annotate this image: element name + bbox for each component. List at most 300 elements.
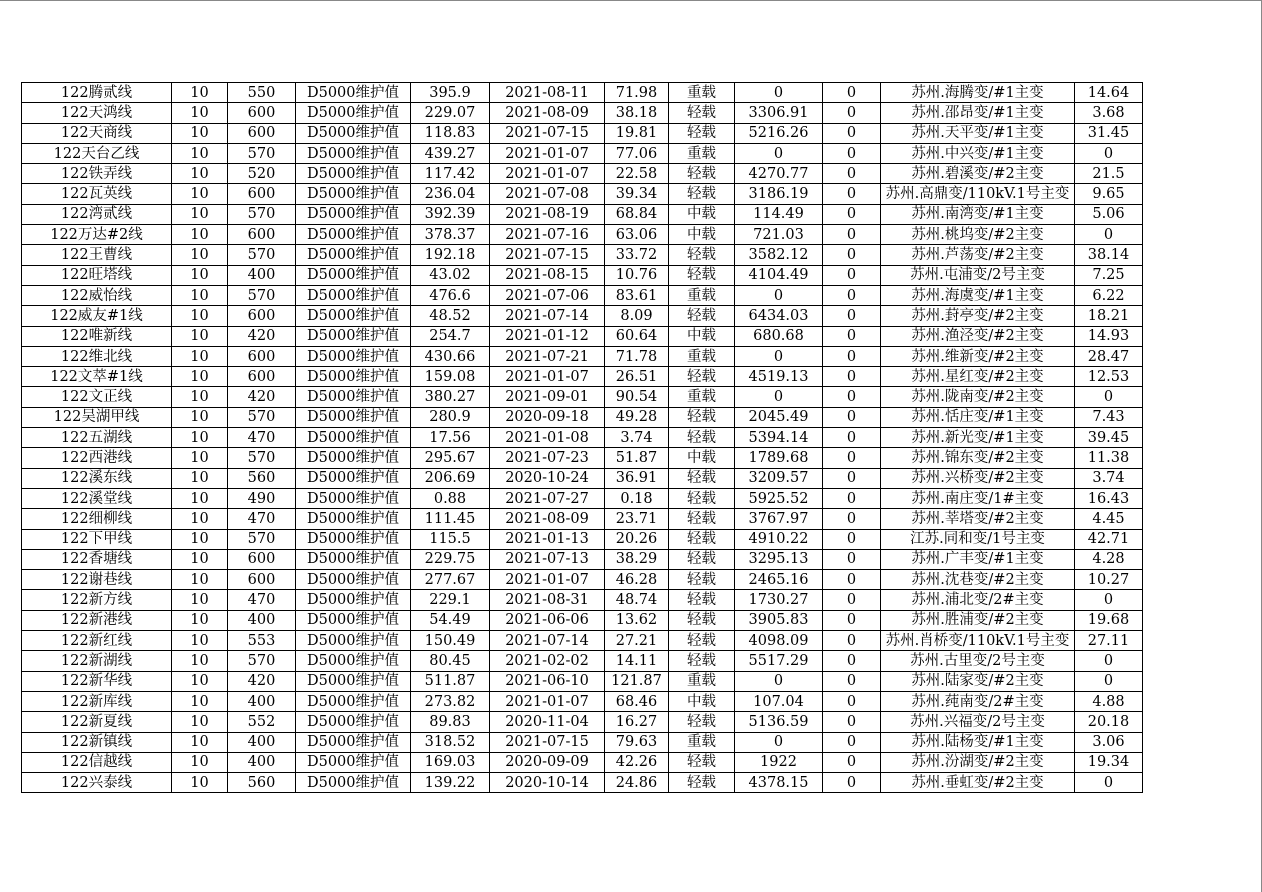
flag-cell: 0 [823,265,881,285]
voltage-cell: 10 [172,367,228,387]
source-cell: D5000维护值 [296,448,411,468]
load-rate-cell: 46.28 [605,570,669,590]
source-cell: D5000维护值 [296,407,411,427]
date-cell: 2021-07-27 [490,488,605,508]
margin-cell: 4378.15 [735,773,823,793]
source-cell: D5000维护值 [296,326,411,346]
voltage-cell: 10 [172,448,228,468]
voltage-cell: 10 [172,631,228,651]
line-name-cell: 122文正线 [22,387,172,407]
substation-cell: 苏州.碧溪变/#2主变 [881,164,1075,184]
date-cell: 2021-07-14 [490,306,605,326]
value-cell: 19.34 [1075,752,1143,772]
flag-cell: 0 [823,570,881,590]
source-cell: D5000维护值 [296,387,411,407]
value-cell: 28.47 [1075,346,1143,366]
flag-cell: 0 [823,549,881,569]
margin-cell: 5216.26 [735,123,823,143]
flag-cell: 0 [823,143,881,163]
table-row [22,285,1143,305]
substation-cell: 苏州.海虞变/#1主变 [881,285,1075,305]
load-status-cell: 轻载 [669,752,735,772]
margin-cell: 0 [735,83,823,103]
date-cell: 2021-01-12 [490,326,605,346]
line-name-cell: 122新华线 [22,671,172,691]
load-cell: 378.37 [411,225,490,245]
date-cell: 2021-01-07 [490,367,605,387]
load-status-cell: 中载 [669,326,735,346]
value-cell: 5.06 [1075,204,1143,224]
load-status-cell: 轻载 [669,509,735,529]
date-cell: 2021-08-09 [490,509,605,529]
flag-cell: 0 [823,225,881,245]
load-cell: 380.27 [411,387,490,407]
voltage-cell: 10 [172,204,228,224]
margin-cell: 4270.77 [735,164,823,184]
voltage-cell: 10 [172,529,228,549]
load-cell: 280.9 [411,407,490,427]
margin-cell: 5925.52 [735,488,823,508]
load-status-cell: 轻载 [669,428,735,448]
value-cell: 21.5 [1075,164,1143,184]
line-name-cell: 122王曹线 [22,245,172,265]
load-cell: 254.7 [411,326,490,346]
source-cell: D5000维护值 [296,468,411,488]
line-name-cell: 122溪东线 [22,468,172,488]
source-cell: D5000维护值 [296,651,411,671]
load-status-cell: 轻载 [669,610,735,630]
flag-cell: 0 [823,123,881,143]
substation-cell: 苏州.南庄变/1#主变 [881,488,1075,508]
value-cell: 4.28 [1075,549,1143,569]
line-name-cell: 122五湖线 [22,428,172,448]
value-cell: 0 [1075,671,1143,691]
margin-cell: 4910.22 [735,529,823,549]
line-name-cell: 122信越线 [22,752,172,772]
flag-cell: 0 [823,529,881,549]
line-name-cell: 122威怡线 [22,285,172,305]
margin-cell: 5136.59 [735,712,823,732]
voltage-cell: 10 [172,245,228,265]
line-name-cell: 122新红线 [22,631,172,651]
date-cell: 2021-07-23 [490,448,605,468]
rated-capacity-cell: 470 [228,590,296,610]
voltage-cell: 10 [172,712,228,732]
table-row [22,773,1143,793]
voltage-cell: 10 [172,265,228,285]
line-name-cell: 122瓦英线 [22,184,172,204]
flag-cell: 0 [823,752,881,772]
value-cell: 14.93 [1075,326,1143,346]
table-row [22,346,1143,366]
source-cell: D5000维护值 [296,590,411,610]
substation-cell: 苏州.渔泾变/#2主变 [881,326,1075,346]
source-cell: D5000维护值 [296,285,411,305]
load-cell: 159.08 [411,367,490,387]
value-cell: 6.22 [1075,285,1143,305]
rated-capacity-cell: 570 [228,529,296,549]
load-status-cell: 轻载 [669,123,735,143]
value-cell: 0 [1075,651,1143,671]
voltage-cell: 10 [172,225,228,245]
load-rate-cell: 19.81 [605,123,669,143]
value-cell: 12.53 [1075,367,1143,387]
margin-cell: 680.68 [735,326,823,346]
line-name-cell: 122威友#1线 [22,306,172,326]
date-cell: 2021-06-10 [490,671,605,691]
voltage-cell: 10 [172,346,228,366]
rated-capacity-cell: 420 [228,387,296,407]
voltage-cell: 10 [172,752,228,772]
load-status-cell: 重载 [669,671,735,691]
table-row [22,712,1143,732]
substation-cell: 苏州.陇南变/#2主变 [881,387,1075,407]
line-name-cell: 122文萃#1线 [22,367,172,387]
load-cell: 118.83 [411,123,490,143]
line-name-cell: 122新湖线 [22,651,172,671]
flag-cell: 0 [823,509,881,529]
line-name-cell: 122香塘线 [22,549,172,569]
table-row [22,468,1143,488]
load-rate-cell: 33.72 [605,245,669,265]
load-rate-cell: 10.76 [605,265,669,285]
line-name-cell: 122吴湖甲线 [22,407,172,427]
margin-cell: 114.49 [735,204,823,224]
rated-capacity-cell: 570 [228,285,296,305]
load-cell: 0.88 [411,488,490,508]
load-rate-cell: 121.87 [605,671,669,691]
substation-cell: 苏州.天平变/#1主变 [881,123,1075,143]
source-cell: D5000维护值 [296,346,411,366]
load-cell: 439.27 [411,143,490,163]
rated-capacity-cell: 600 [228,306,296,326]
source-cell: D5000维护值 [296,732,411,752]
voltage-cell: 10 [172,488,228,508]
substation-cell: 苏州.肖桥变/110kV.1号主变 [881,631,1075,651]
table-row [22,651,1143,671]
flag-cell: 0 [823,103,881,123]
margin-cell: 3186.19 [735,184,823,204]
date-cell: 2021-06-06 [490,610,605,630]
value-cell: 0 [1075,143,1143,163]
source-cell: D5000维护值 [296,752,411,772]
date-cell: 2021-01-07 [490,570,605,590]
table-body [22,83,1143,793]
source-cell: D5000维护值 [296,691,411,711]
table-row [22,488,1143,508]
rated-capacity-cell: 600 [228,184,296,204]
table-row [22,570,1143,590]
load-cell: 273.82 [411,691,490,711]
load-rate-cell: 36.91 [605,468,669,488]
substation-cell: 苏州.桃坞变/#2主变 [881,225,1075,245]
load-rate-cell: 49.28 [605,407,669,427]
flag-cell: 0 [823,590,881,610]
load-rate-cell: 20.26 [605,529,669,549]
source-cell: D5000维护值 [296,265,411,285]
load-rate-cell: 79.63 [605,732,669,752]
load-rate-cell: 38.18 [605,103,669,123]
load-status-cell: 重载 [669,732,735,752]
flag-cell: 0 [823,651,881,671]
rated-capacity-cell: 570 [228,204,296,224]
rated-capacity-cell: 600 [228,103,296,123]
value-cell: 0 [1075,387,1143,407]
load-rate-cell: 26.51 [605,367,669,387]
load-cell: 229.1 [411,590,490,610]
table-row [22,306,1143,326]
load-cell: 169.03 [411,752,490,772]
flag-cell: 0 [823,204,881,224]
date-cell: 2020-10-24 [490,468,605,488]
rated-capacity-cell: 600 [228,346,296,366]
voltage-cell: 10 [172,407,228,427]
source-cell: D5000维护值 [296,631,411,651]
source-cell: D5000维护值 [296,245,411,265]
substation-cell: 苏州.汾湖变/#2主变 [881,752,1075,772]
rated-capacity-cell: 600 [228,225,296,245]
date-cell: 2021-07-15 [490,245,605,265]
flag-cell: 0 [823,468,881,488]
load-status-cell: 轻载 [669,773,735,793]
load-cell: 295.67 [411,448,490,468]
substation-cell: 苏州.沈巷变/#2主变 [881,570,1075,590]
substation-cell: 苏州.邵昂变/#1主变 [881,103,1075,123]
voltage-cell: 10 [172,184,228,204]
load-status-cell: 轻载 [669,367,735,387]
date-cell: 2021-01-07 [490,164,605,184]
load-cell: 476.6 [411,285,490,305]
substation-cell: 苏州.兴福变/2号主变 [881,712,1075,732]
rated-capacity-cell: 600 [228,367,296,387]
table-row [22,549,1143,569]
load-rate-cell: 38.29 [605,549,669,569]
load-rate-cell: 14.11 [605,651,669,671]
source-cell: D5000维护值 [296,428,411,448]
rated-capacity-cell: 420 [228,326,296,346]
source-cell: D5000维护值 [296,143,411,163]
value-cell: 20.18 [1075,712,1143,732]
rated-capacity-cell: 470 [228,428,296,448]
substation-cell: 苏州.陆家变/#2主变 [881,671,1075,691]
substation-cell: 苏州.海腾变/#1主变 [881,83,1075,103]
load-cell: 80.45 [411,651,490,671]
rated-capacity-cell: 400 [228,610,296,630]
table-row [22,671,1143,691]
value-cell: 11.38 [1075,448,1143,468]
value-cell: 19.68 [1075,610,1143,630]
load-cell: 236.04 [411,184,490,204]
rated-capacity-cell: 400 [228,691,296,711]
source-cell: D5000维护值 [296,103,411,123]
rated-capacity-cell: 400 [228,752,296,772]
flag-cell: 0 [823,306,881,326]
margin-cell: 107.04 [735,691,823,711]
load-cell: 139.22 [411,773,490,793]
margin-cell: 3767.97 [735,509,823,529]
date-cell: 2021-08-31 [490,590,605,610]
margin-cell: 721.03 [735,225,823,245]
rated-capacity-cell: 570 [228,143,296,163]
table-row [22,143,1143,163]
load-status-cell: 重载 [669,346,735,366]
voltage-cell: 10 [172,326,228,346]
line-name-cell: 122维北线 [22,346,172,366]
source-cell: D5000维护值 [296,671,411,691]
load-status-cell: 中载 [669,225,735,245]
substation-cell: 苏州.维新变/#2主变 [881,346,1075,366]
flag-cell: 0 [823,691,881,711]
flag-cell: 0 [823,712,881,732]
date-cell: 2021-07-14 [490,631,605,651]
value-cell: 4.45 [1075,509,1143,529]
line-name-cell: 122天鸿线 [22,103,172,123]
load-rate-cell: 39.34 [605,184,669,204]
load-cell: 192.18 [411,245,490,265]
margin-cell: 4098.09 [735,631,823,651]
load-rate-cell: 68.84 [605,204,669,224]
load-cell: 111.45 [411,509,490,529]
load-rate-cell: 16.27 [605,712,669,732]
voltage-cell: 10 [172,773,228,793]
rated-capacity-cell: 552 [228,712,296,732]
margin-cell: 4519.13 [735,367,823,387]
date-cell: 2021-01-07 [490,143,605,163]
line-name-cell: 122唯新线 [22,326,172,346]
load-rate-cell: 3.74 [605,428,669,448]
load-rate-cell: 27.21 [605,631,669,651]
date-cell: 2020-09-09 [490,752,605,772]
flag-cell: 0 [823,428,881,448]
value-cell: 31.45 [1075,123,1143,143]
value-cell: 16.43 [1075,488,1143,508]
load-cell: 17.56 [411,428,490,448]
load-status-cell: 轻载 [669,468,735,488]
load-status-cell: 轻载 [669,651,735,671]
value-cell: 3.74 [1075,468,1143,488]
source-cell: D5000维护值 [296,184,411,204]
source-cell: D5000维护值 [296,610,411,630]
substation-cell: 苏州.陆杨变/#1主变 [881,732,1075,752]
load-cell: 392.39 [411,204,490,224]
date-cell: 2021-01-08 [490,428,605,448]
value-cell: 0 [1075,773,1143,793]
table-row [22,448,1143,468]
load-rate-cell: 71.98 [605,83,669,103]
rated-capacity-cell: 520 [228,164,296,184]
flag-cell: 0 [823,631,881,651]
load-status-cell: 轻载 [669,712,735,732]
value-cell: 42.71 [1075,529,1143,549]
load-rate-cell: 8.09 [605,306,669,326]
substation-cell: 苏州.广丰变/#1主变 [881,549,1075,569]
source-cell: D5000维护值 [296,712,411,732]
value-cell: 0 [1075,225,1143,245]
date-cell: 2021-07-21 [490,346,605,366]
load-status-cell: 轻载 [669,306,735,326]
load-cell: 89.83 [411,712,490,732]
line-name-cell: 122天台乙线 [22,143,172,163]
flag-cell: 0 [823,83,881,103]
load-status-cell: 重载 [669,143,735,163]
line-name-cell: 122新镇线 [22,732,172,752]
voltage-cell: 10 [172,428,228,448]
voltage-cell: 10 [172,732,228,752]
table-row [22,326,1143,346]
load-cell: 430.66 [411,346,490,366]
load-status-cell: 轻载 [669,590,735,610]
load-rate-cell: 83.61 [605,285,669,305]
voltage-cell: 10 [172,285,228,305]
value-cell: 0 [1075,590,1143,610]
source-cell: D5000维护值 [296,570,411,590]
margin-cell: 3905.83 [735,610,823,630]
margin-cell: 0 [735,143,823,163]
date-cell: 2021-02-02 [490,651,605,671]
margin-cell: 5394.14 [735,428,823,448]
load-status-cell: 重载 [669,285,735,305]
load-cell: 395.9 [411,83,490,103]
date-cell: 2021-08-19 [490,204,605,224]
source-cell: D5000维护值 [296,123,411,143]
line-name-cell: 122下甲线 [22,529,172,549]
margin-cell: 5517.29 [735,651,823,671]
substation-cell: 苏州.新光变/#1主变 [881,428,1075,448]
voltage-cell: 10 [172,468,228,488]
line-name-cell: 122新库线 [22,691,172,711]
substation-cell: 苏州.南湾变/#1主变 [881,204,1075,224]
load-rate-cell: 13.62 [605,610,669,630]
load-cell: 117.42 [411,164,490,184]
table-row [22,164,1143,184]
load-rate-cell: 24.86 [605,773,669,793]
date-cell: 2021-07-16 [490,225,605,245]
load-cell: 43.02 [411,265,490,285]
voltage-cell: 10 [172,387,228,407]
source-cell: D5000维护值 [296,367,411,387]
table-row [22,367,1143,387]
table-row [22,83,1143,103]
load-status-cell: 轻载 [669,631,735,651]
date-cell: 2020-09-18 [490,407,605,427]
load-status-cell: 重载 [669,387,735,407]
line-name-cell: 122腾贰线 [22,83,172,103]
load-status-cell: 轻载 [669,265,735,285]
flag-cell: 0 [823,164,881,184]
rated-capacity-cell: 600 [228,123,296,143]
rated-capacity-cell: 600 [228,570,296,590]
value-cell: 3.06 [1075,732,1143,752]
voltage-cell: 10 [172,509,228,529]
margin-cell: 2045.49 [735,407,823,427]
voltage-cell: 10 [172,549,228,569]
load-status-cell: 轻载 [669,529,735,549]
line-name-cell: 122西港线 [22,448,172,468]
load-status-cell: 重载 [669,83,735,103]
table-row [22,123,1143,143]
load-cell: 511.87 [411,671,490,691]
load-status-cell: 轻载 [669,488,735,508]
margin-cell: 0 [735,732,823,752]
source-cell: D5000维护值 [296,83,411,103]
rated-capacity-cell: 400 [228,265,296,285]
load-status-cell: 轻载 [669,549,735,569]
substation-cell: 苏州.星红变/#2主变 [881,367,1075,387]
load-status-cell: 中载 [669,691,735,711]
flag-cell: 0 [823,732,881,752]
table-row [22,529,1143,549]
table-row [22,225,1143,245]
